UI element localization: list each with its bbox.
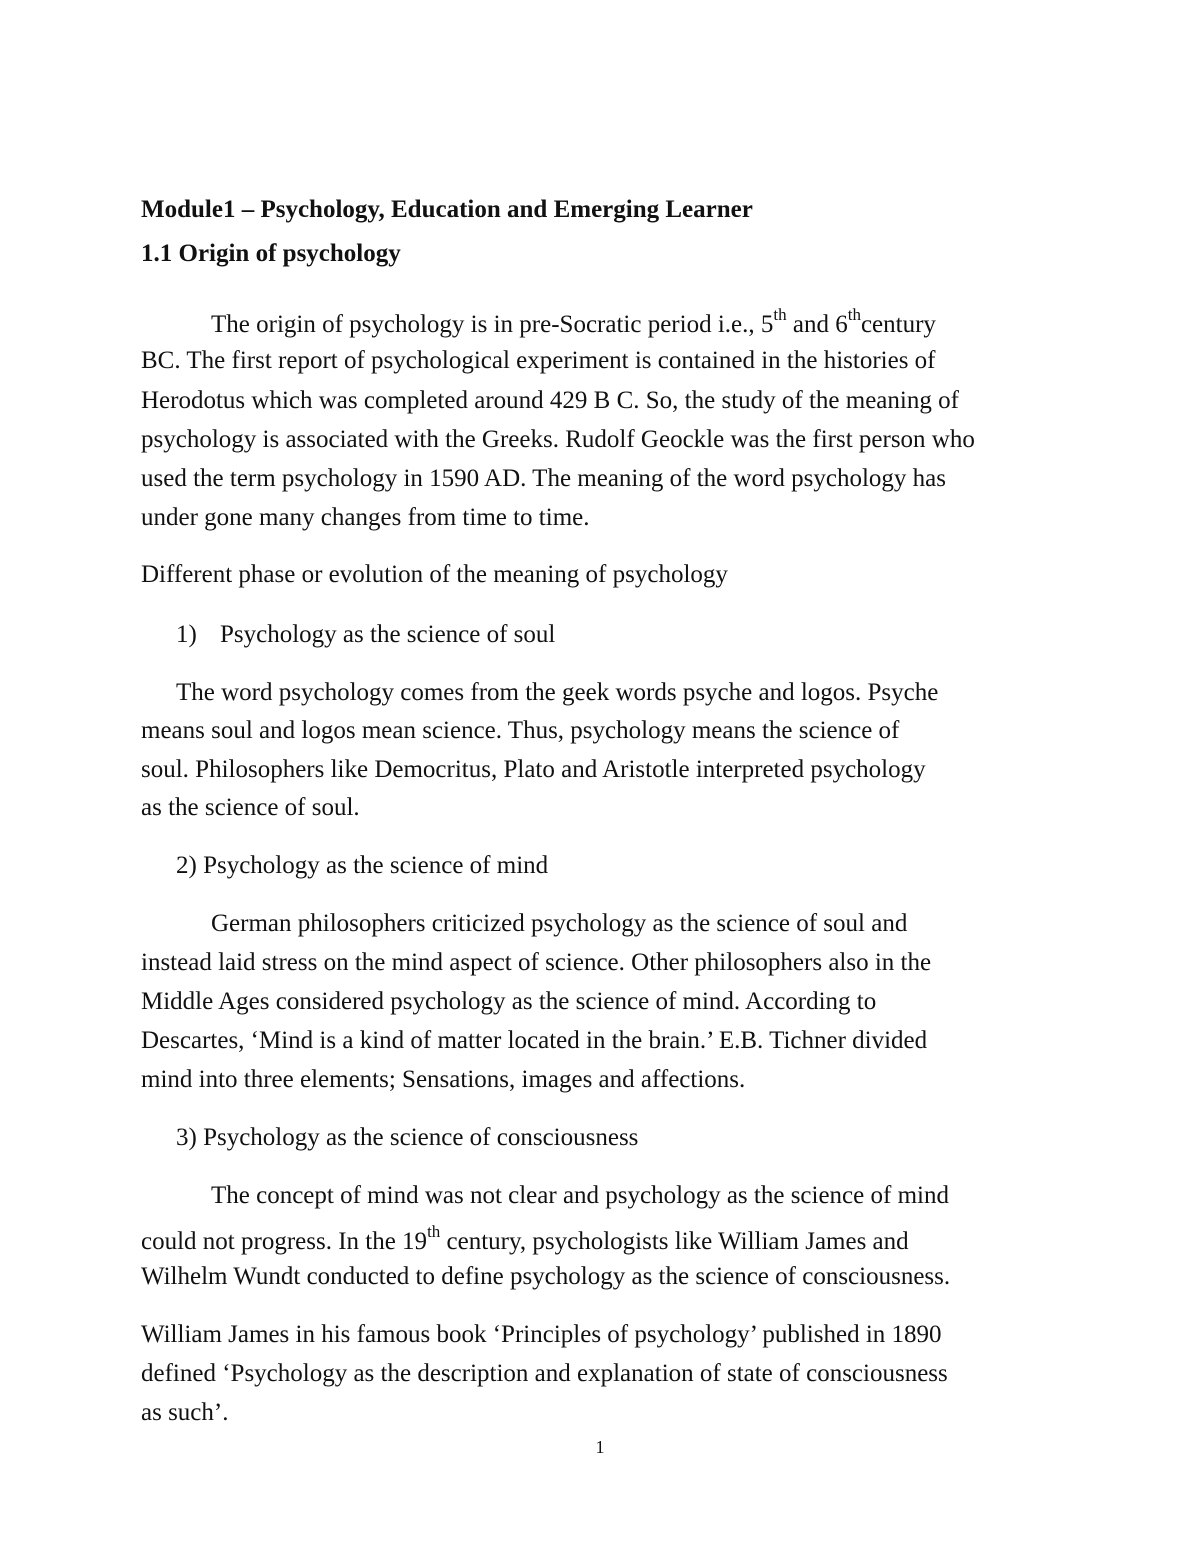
mind-paragraph-line-5: mind into three elements; Sensations, images and affections.	[141, 1066, 746, 1093]
consciousness-paragraph-line-1: The concept of mind was not clear and psychology as the science of mind	[211, 1182, 949, 1209]
james-quote-line-3: as such’.	[141, 1399, 229, 1426]
page-number: 1	[595, 1437, 605, 1457]
james-quote-line-1: William James in his famous book ‘Principles of psychology’ published in 1890	[141, 1321, 942, 1348]
james-quote-line-2: defined ‘Psychology as the description and explanation of state of consciousness	[141, 1360, 948, 1387]
consciousness-paragraph-line-3: Wilhelm Wundt conducted to define psychology as the science of consciousness.	[141, 1263, 951, 1290]
section-heading: 1.1 Origin of psychology	[141, 240, 401, 267]
list-item-1-heading	[176, 620, 555, 650]
phases-intro: Different phase or evolution of the meaning of psychology	[141, 561, 728, 588]
soul-paragraph-line-3: soul. Philosophers like Democritus, Plato and Aristotle interpreted psychology	[141, 756, 926, 783]
origin-paragraph-line-3: Herodotus which was completed around 429 B C. So, the study of the meaning of	[141, 387, 959, 414]
origin-paragraph-line-5: used the term psychology in 1590 AD. The meaning of the word psychology has	[141, 465, 946, 492]
origin-paragraph-line-1: The origin of psychology is in pre-Socratic period i.e., 5th and 6thcentury	[211, 304, 936, 338]
soul-paragraph-line-4: as the science of soul.	[141, 794, 360, 821]
soul-paragraph-line-1: The word psychology comes from the geek words psyche and logos. Psyche	[176, 679, 939, 706]
list-item-2-heading: 2) Psychology as the science of mind	[176, 852, 549, 879]
mind-paragraph-line-4: Descartes, ‘Mind is a kind of matter located in the brain.’ E.B. Tichner divided	[141, 1027, 928, 1054]
mind-paragraph-line-2: instead laid stress on the mind aspect of science. Other philosophers also in the	[141, 949, 932, 976]
mind-paragraph-line-1: German philosophers criticized psychology as the science of soul and	[211, 910, 908, 937]
origin-paragraph-line-6: under gone many changes from time to time.	[141, 504, 590, 531]
list-item-1-label: Psychology as the science of soul	[220, 621, 556, 648]
mind-paragraph-line-3: Middle Ages considered psychology as the science of mind. According to	[141, 988, 877, 1015]
soul-paragraph-line-2: means soul and logos mean science. Thus, psychology means the science of	[141, 717, 900, 744]
module-title: Module1 – Psychology, Education and Emerging Learner	[141, 196, 753, 223]
list-item-3-heading: 3) Psychology as the science of consciousness	[176, 1124, 639, 1151]
list-item-1-number: 1)	[176, 621, 197, 648]
origin-paragraph-line-2: BC. The first report of psychological experiment is contained in the histories of	[141, 347, 936, 374]
consciousness-paragraph-line-2: could not progress. In the 19th century, psychologists like William James and	[141, 1221, 909, 1255]
origin-paragraph-line-4: psychology is associated with the Greeks. Rudolf Geockle was the first person who	[141, 426, 975, 453]
